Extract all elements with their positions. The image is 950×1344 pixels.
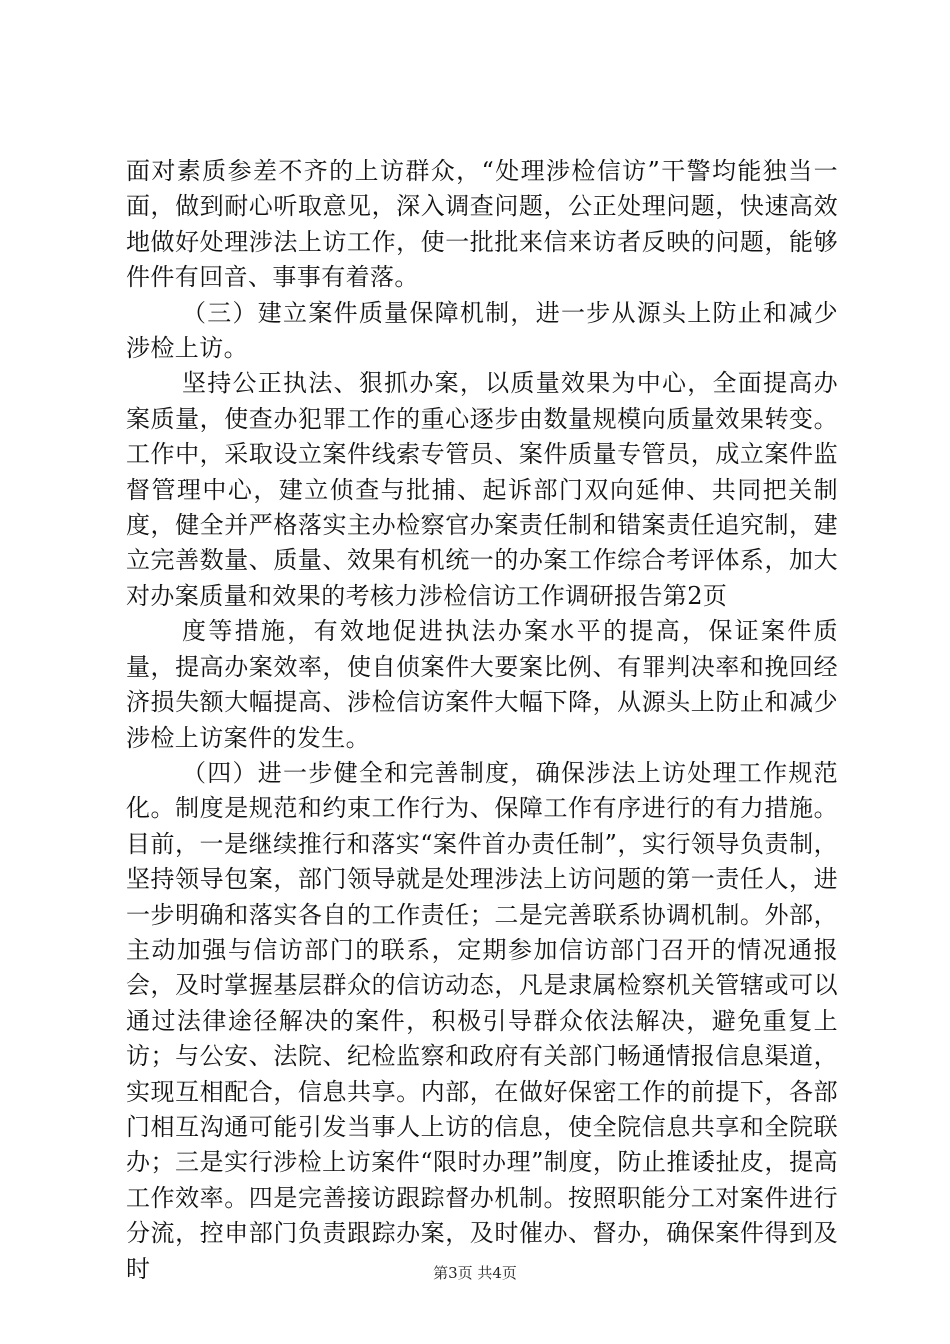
paragraph-continuation: 面对素质参差不齐的上访群众，“处理涉检信访”干警均能独当一面，做到耐心听取意见，深入调查问题，公正处理问题，快速高效地做好处理涉法上访工作，使一批批来信来访者反映的问题，能够件件有回音、事事有着落。 [126, 157, 838, 292]
page-footer: 第3页 共4页 [433, 1264, 517, 1282]
paragraph-measures: 度等措施，有效地促进执法办案水平的提高，保证案件质量，提高办案效率，使自侦案件大要案比例、有罪判决率和挽回经济损失额大幅提高、涉检信访案件大幅下降，从源头上防止和减少涉检上访案件的发生。 [126, 617, 838, 752]
paragraph-quality-mechanism: 坚持公正执法、狠抓办案，以质量效果为中心，全面提高办案质量，使查办犯罪工作的重心逐步由数量规模向质量效果转变。工作中，采取设立案件线索专管员、案件质量专管员，成立案件监督管理中心，建立侦查与批捕、起诉部门双向延伸、共同把关制度，健全并严格落实主办检察官办案责任制和错案责任追究制，建立完善数量、质量、效果有机统一的办案工作综合考评体系，加大对办案质量和效果的考核力涉检信访工作调研报告第2页 [126, 369, 838, 610]
section-four-paragraph: （四）进一步健全和完善制度，确保涉法上访处理工作规范化。制度是规范和约束工作行为、保障工作有序进行的有力措施。目前，一是继续推行和落实“案件首办责任制”，实行领导负责制，坚持领导包案，部门领导就是处理涉法上访问题的第一责任人，进一步明确和落实各自的工作责任；二是完善联系协调机制。外部，主动加强与信访部门的联系，定期参加信访部门召开的情况通报会，及时掌握基层群众的信访动态，凡是隶属检察机关管辖或可以通过法律途径解决的案件，积极引导群众依法解决，避免重复上访；与公安、法院、纪检监察和政府有关部门畅通情报信息渠道，实现互相配合，信息共享。内部，在做好保密工作的前提下，各部门相互沟通可能引发当事人上访的信息，使全院信息共享和全院联办；三是实行涉检上访案件“限时办理”制度，防止推诿扯皮，提高工作效率。四是完善接访跟踪督办机制。按照职能分工对案件进行分流，控申部门负责跟踪办案，及时催办、督办，确保案件得到及时 [126, 758, 838, 1283]
section-heading-three: （三）建立案件质量保障机制，进一步从源头上防止和减少涉检上访。 [126, 298, 838, 363]
document-body [126, 154, 838, 1287]
